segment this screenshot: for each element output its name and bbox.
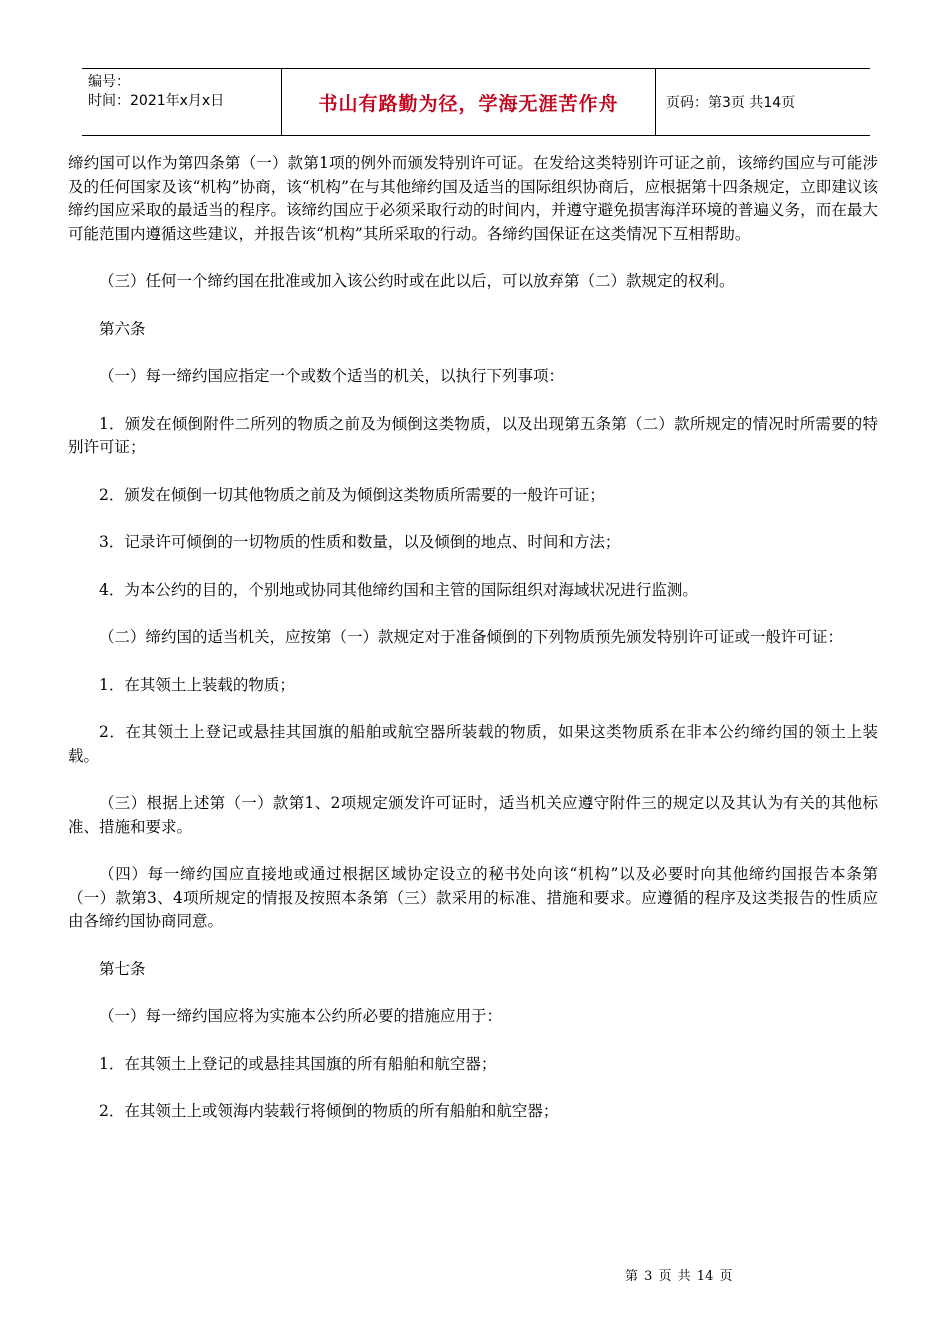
date-label: 时间：2021年x月x日 (88, 93, 225, 109)
article-heading: 第七条 (99, 959, 146, 978)
header-info-cell (82, 69, 282, 135)
paragraph: 2．在其领土上或领海内装载行将倾倒的物质的所有船舶和航空器； (99, 1102, 559, 1120)
page-footer: 第 3 页 共 14 页 (625, 1269, 733, 1284)
document-header (82, 68, 870, 136)
paragraph: （四）每一缔约国应直接地或通过根据区域协定设立的秘书处向该“机构”以及必要时向其他缔约国报告本条第（一）款第3、4项所规定的情报及按照本条第（三）款采用的标准、措施和要求。应遵循的程序及这类报告的性质应由各缔约国协商同意。 (68, 865, 878, 930)
paragraph: 2．颁发在倾倒一切其他物质之前及为倾倒这类物质所需要的一般许可证； (99, 485, 605, 504)
paragraph: 4．为本公约的目的，个别地或协同其他缔约国和主管的国际组织对海域状况进行监测。 (99, 580, 698, 599)
code-label: 编号： (88, 74, 130, 90)
document-body (68, 152, 878, 1148)
paragraph: 1．在其领土上登记的或悬挂其国旗的所有船舶和航空器； (99, 1054, 497, 1073)
paragraph: （一）每一缔约国应指定一个或数个适当的机关，以执行下列事项： (99, 367, 565, 385)
paragraph: 1．在其领土上装载的物质； (99, 675, 295, 694)
paragraph: 缔约国可以作为第四条第（一）款第1项的例外而颁发特别许可证。在发给这类特别许可证之前，该缔约国应与可能涉及的任何国家及该“机构”协商，该“机构”在与其他缔约国及适当的国际组织协商后，应根据第十四条规定，立即建议该缔约国应采取的最适当的程序。该缔约国应于必须采取行动的时间内，并遵守避免损害海洋环境的普遍义务，而在最大可能范围内遵循这些建议，并报告该“机构”其所采取的行动。各缔约国保证在这类情况下互相帮助。 (68, 154, 878, 243)
paragraph: （三）根据上述第（一）款第1、2项规定颁发许可证时，适当机关应遵守附件三的规定以及其认为有关的其他标准、措施和要求。 (68, 794, 878, 836)
header-page-number: 页码：第3页 共14页 (666, 95, 796, 111)
paragraph: （一）每一缔约国应将为实施本公约所必要的措施应用于： (99, 1007, 503, 1025)
header-motto: 书山有路勤为径，学海无涯苦作舟 (282, 69, 656, 135)
paragraph: 1．颁发在倾倒附件二所列的物质之前及为倾倒这类物质，以及出现第五条第（二）款所规定的情况时所需要的特别许可证； (68, 414, 878, 456)
paragraph: 2．在其领土上登记或悬挂其国旗的船舶或航空器所装载的物质，如果这类物质系在非本公约缔约国的领土上装载。 (68, 723, 878, 765)
article-heading: 第六条 (99, 319, 146, 338)
paragraph: （三）任何一个缔约国在批准或加入该公约时或在此以后，可以放弃第（二）款规定的权利。 (99, 272, 735, 290)
paragraph: 3．记录许可倾倒的一切物质的性质和数量，以及倾倒的地点、时间和方法； (99, 533, 621, 551)
paragraph: （二）缔约国的适当机关，应按第（一）款规定对于准备倾倒的下列物质预先颁发特别许可证或一般许可证： (99, 628, 844, 646)
